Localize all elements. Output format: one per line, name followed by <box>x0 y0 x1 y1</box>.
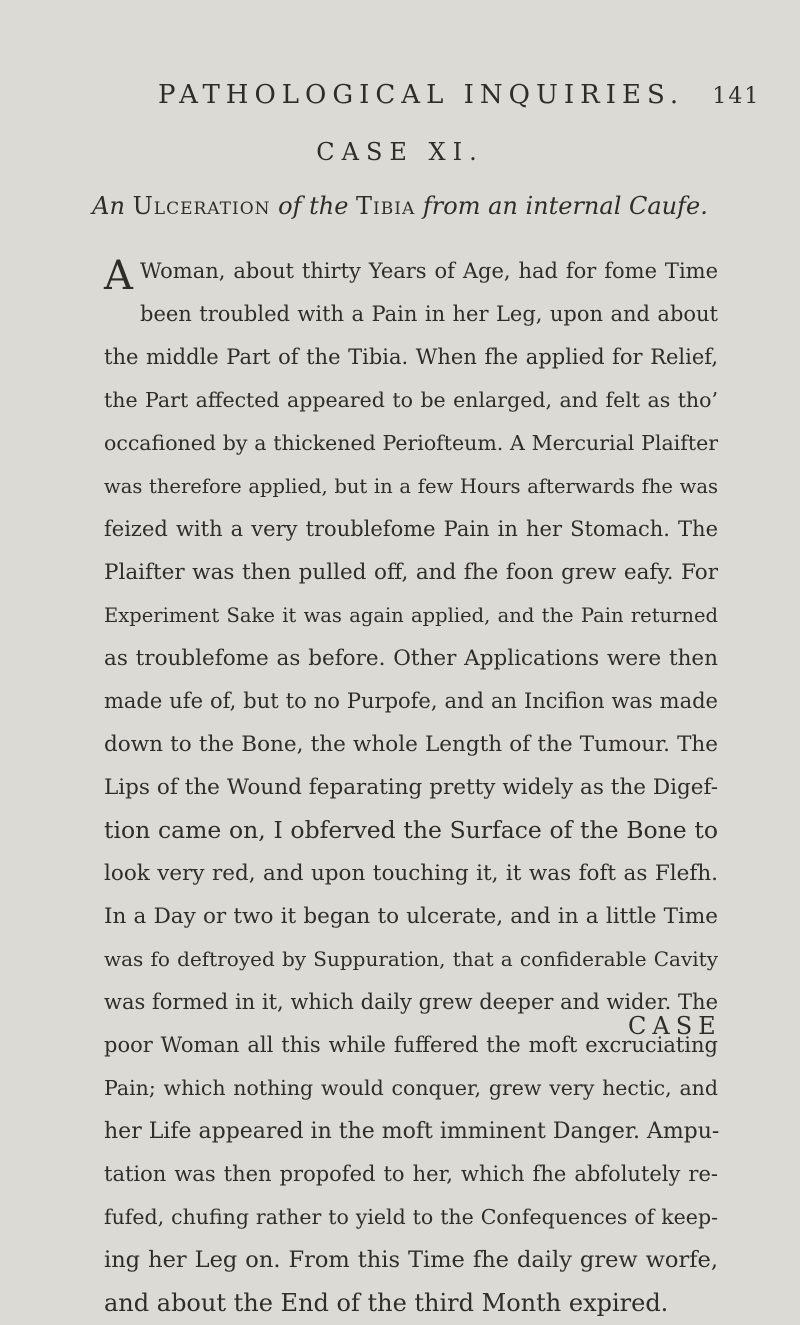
case-subtitle <box>0 192 800 220</box>
text-line: was formed in it, which daily grew deeper and wider. The <box>104 990 718 1014</box>
running-head <box>158 80 761 110</box>
subtitle-post: from an internal Caufe. <box>415 192 708 220</box>
text-line: as troublefome as before. Other Applications were then <box>104 646 718 671</box>
drop-cap: A <box>104 253 133 299</box>
catchword: CASE <box>628 1012 722 1040</box>
text-line: poor Woman all this while fuffered the moft excruciating <box>104 1033 718 1057</box>
text-line: feized with a very troublefome Pain in her Stomach. The <box>104 517 718 541</box>
subtitle-term-tibia: Tibia <box>356 192 416 220</box>
running-head-title: PATHOLOGICAL INQUIRIES. <box>158 80 685 110</box>
text-line: Pain; which nothing would conquer, grew very hectic, and <box>104 1076 718 1100</box>
text-line-content: Woman, about thirty Years of Age, had for fome Time <box>140 259 718 283</box>
text-line: Experiment Sake it was again applied, and the Pain returned <box>104 604 718 627</box>
text-line: fufed, chufing rather to yield to the Confequences of keep- <box>104 1205 718 1229</box>
text-line: made ufe of, but to no Purpofe, and an Incifion was made <box>104 689 718 713</box>
text-line: and about the End of the third Month expired. <box>104 1289 669 1317</box>
text-line: her Life appeared in the moft imminent Danger. Ampu- <box>104 1119 720 1144</box>
text-line: tation was then propofed to her, which fhe abfolutely re- <box>104 1162 718 1186</box>
case-body <box>104 250 718 1325</box>
text-line: the Part affected appeared to be enlarged, and felt as tho’ <box>104 388 718 412</box>
text-line: Plaifter was then pulled off, and fhe foon grew eafy. For <box>104 560 718 585</box>
text-line: tion came on, I obferved the Surface of the Bone to <box>104 816 718 844</box>
text-line: ing her Leg on. From this Time fhe daily grew worfe, <box>104 1247 718 1273</box>
text-line: In a Day or two it began to ulcerate, and in a little Time <box>104 904 718 929</box>
text-line: look very red, and upon touching it, it was foft as Flefh. <box>104 861 718 886</box>
text-line: Lips of the Wound feparating pretty widely as the Digef- <box>104 775 718 800</box>
case-title: CASE XI. <box>316 138 484 166</box>
page-number: 141 <box>712 84 761 109</box>
subtitle-pre: An <box>92 192 133 220</box>
text-line: the middle Part of the Tibia. When fhe applied for Relief, <box>104 345 718 369</box>
text-line: was fo deftroyed by Suppuration, that a confiderable Cavity <box>104 947 718 971</box>
subtitle-term-ulceration: Ulceration <box>132 192 271 220</box>
text-line: down to the Bone, the whole Length of the Tumour. The <box>104 732 718 757</box>
subtitle-mid: of the <box>270 192 357 220</box>
text-line: occafioned by a thickened Periofteum. A Mercurial Plaifter <box>104 431 718 455</box>
text-line: was therefore applied, but in a few Hours afterwards fhe was <box>104 475 718 498</box>
text-line: been troubled with a Pain in her Leg, upon and about <box>140 302 718 326</box>
text-line <box>104 250 718 299</box>
